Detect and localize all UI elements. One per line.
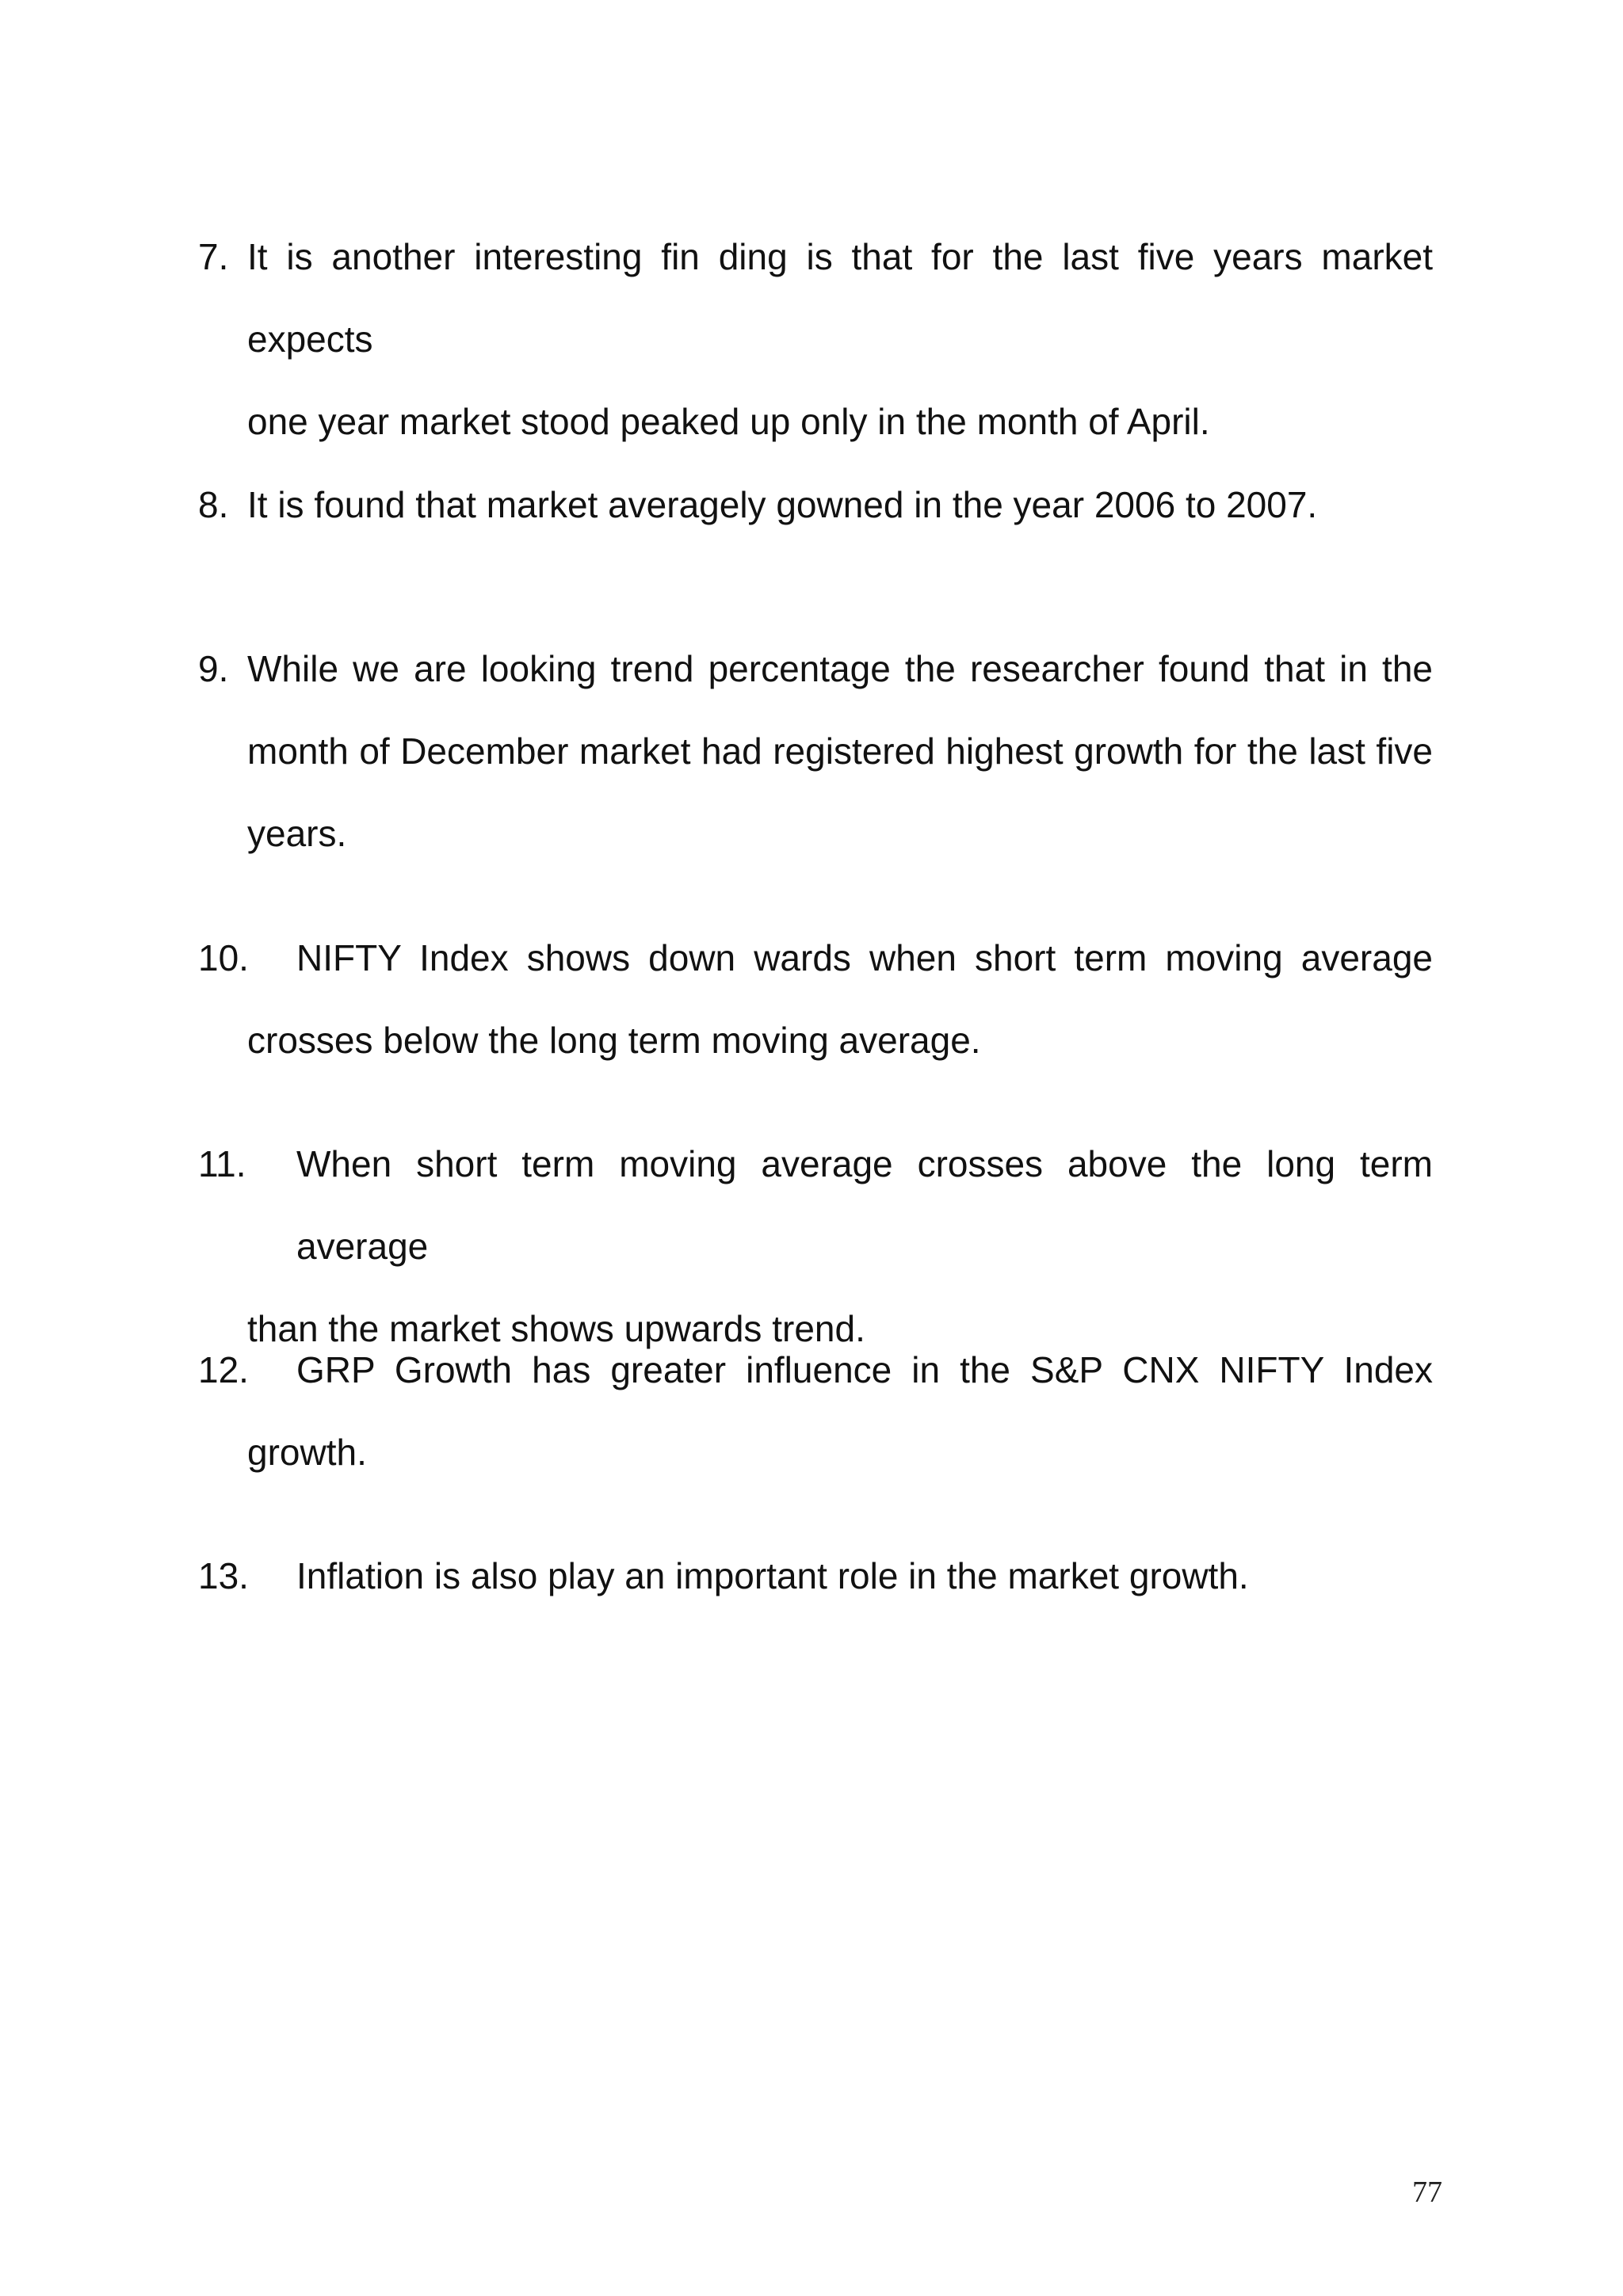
finding-line: GRP Growth has greater influence in the S&P CNX NIFTY Index bbox=[296, 1349, 1433, 1390]
finding-line: crosses below the long term moving average. bbox=[247, 1020, 981, 1061]
finding-line: than the market shows upwards trend. bbox=[247, 1308, 865, 1349]
finding-text bbox=[247, 463, 1433, 546]
finding-number: 10. bbox=[198, 937, 249, 978]
finding-text bbox=[247, 917, 1433, 1081]
finding-line: While we are looking trend percentage the researcher found that in the bbox=[247, 648, 1433, 689]
finding-line: Inflation is also play an important role in the market growth. bbox=[296, 1555, 1249, 1596]
page-number: 77 bbox=[1412, 2176, 1442, 2209]
finding-line: one year market stood peaked up only in the month of April. bbox=[247, 401, 1210, 442]
finding-line: NIFTY Index shows down wards when short term moving average bbox=[296, 937, 1433, 978]
finding-line: When short term moving average crosses above the long term average bbox=[296, 1143, 1433, 1267]
finding-text bbox=[247, 1535, 1433, 1617]
finding-line: It is found that market averagely gowned in the year 2006 to 2007. bbox=[247, 484, 1318, 525]
finding-line: years. bbox=[247, 813, 347, 854]
finding-line: growth. bbox=[247, 1432, 367, 1473]
finding-text bbox=[247, 1329, 1433, 1493]
finding-text bbox=[247, 215, 1433, 463]
finding-number: 8. bbox=[198, 484, 229, 525]
finding-line: It is another interesting fin ding is that for the last five years market expects bbox=[247, 236, 1433, 360]
finding-number: 13. bbox=[198, 1555, 249, 1596]
finding-number: 11. bbox=[198, 1143, 246, 1184]
finding-number: 12. bbox=[198, 1349, 249, 1390]
finding-line: month of December market had registered highest growth for the last five bbox=[247, 730, 1433, 772]
finding-number: 7. bbox=[198, 236, 229, 277]
finding-text bbox=[247, 627, 1433, 875]
finding-number: 9. bbox=[198, 648, 229, 689]
